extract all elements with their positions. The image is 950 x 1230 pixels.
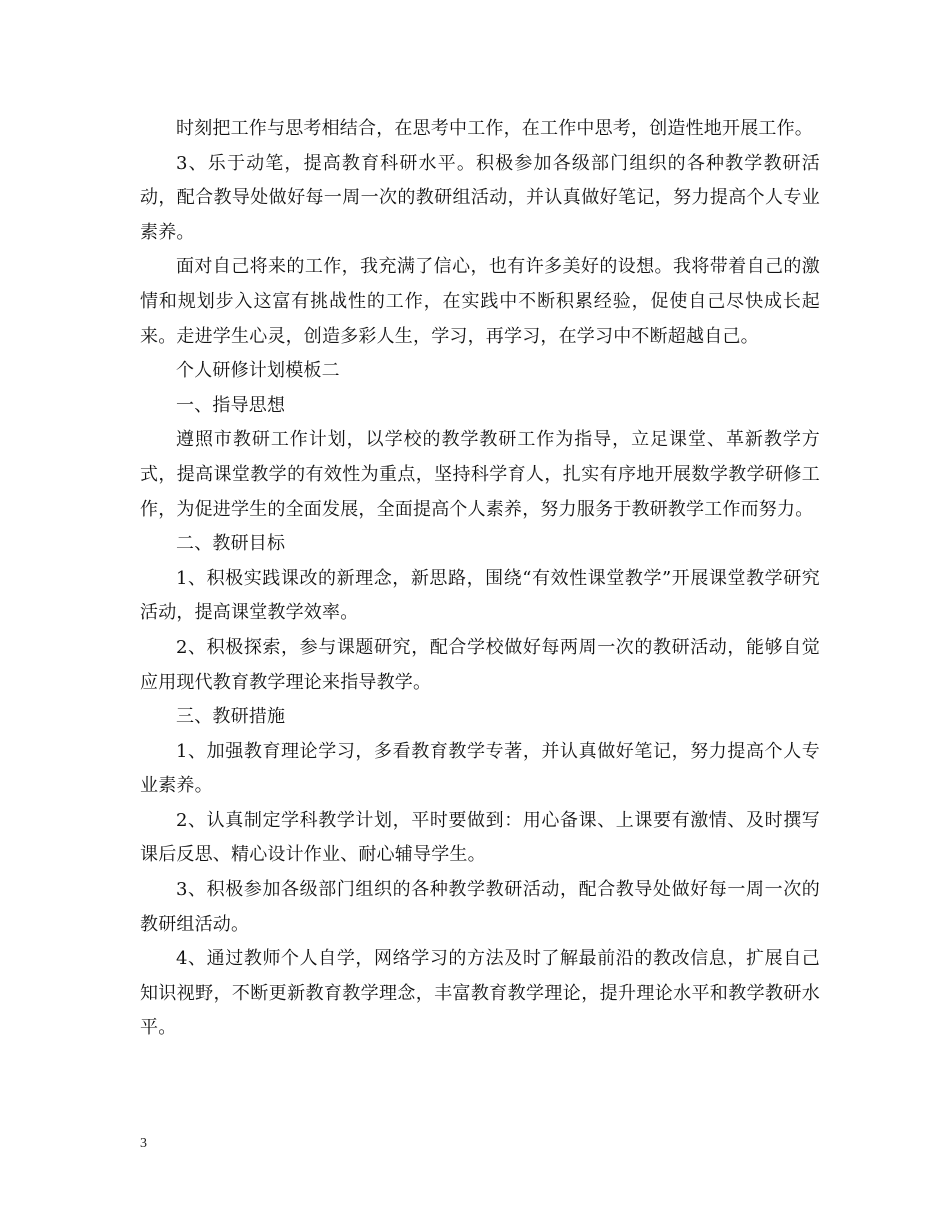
paragraph-item-3-writing: 3、乐于动笔，提高教育科研水平。积极参加各级部门组织的各种教学教研活动，配合教导处做好每一周一次的教研组活动，并认真做好笔记，努力提高个人专业素养。 [140, 152, 820, 243]
paragraph-outlook: 面对自己将来的工作，我充满了信心，也有许多美好的设想。我将带着自己的激情和规划步入这富有挑战性的工作，在实践中不断积累经验，促使自己尽快成长起来。走进学生心灵，创造多彩人生，学习，再学习，在学习中不断超越自己。 [140, 256, 820, 347]
paragraph-measure-2: 2、认真制定学科教学计划，平时要做到：用心备课、上课要有激情、及时撰写课后反思、精心设计作业、耐心辅导学生。 [140, 809, 820, 866]
paragraph-guiding-thought: 遵照市教研工作计划，以学校的教学教研工作为指导，立足课堂、革新教学方式，提高课堂教学的有效性为重点，坚持科学育人，扎实有序地开展数学教学研修工作，为促进学生的全面发展，全面提高个人素养，努力服务于教研教学工作而努力。 [140, 429, 820, 520]
paragraph-continuation: 时刻把工作与思考相结合，在思考中工作，在工作中思考，创造性地开展工作。 [176, 118, 813, 139]
paragraph-measure-3: 3、积极参加各级部门组织的各种教学教研活动，配合教导处做好每一周一次的教研组活动。 [140, 879, 820, 935]
paragraph-goal-2: 2、积极探索，参与课题研究，配合学校做好每两周一次的教研活动，能够自觉应用现代教育教学理论来指导教学。 [140, 636, 820, 693]
document-body [140, 112, 820, 1046]
section-title-template-two: 个人研修计划模板二 [176, 360, 340, 382]
heading-research-goals: 二、教研目标 [176, 533, 286, 555]
paragraph-goal-1: 1、积极实践课改的新理念，新思路，围绕“有效性课堂教学”开展课堂教学研究活动，提高课堂教学效率。 [140, 567, 820, 624]
heading-research-measures: 三、教研措施 [176, 706, 286, 728]
heading-guiding-thought: 一、指导思想 [176, 394, 286, 416]
page-number: 3 [140, 1136, 147, 1151]
paragraph-measure-4: 4、通过教师个人自学，网络学习的方法及时了解最前沿的教改信息，扩展自己知识视野，不断更新教育教学理念，丰富教育教学理论，提升理论水平和教学教研水平。 [140, 948, 820, 1039]
paragraph-measure-1: 1、加强教育理论学习，多看教育教学专著，并认真做好笔记，努力提高个人专业素养。 [140, 740, 820, 797]
